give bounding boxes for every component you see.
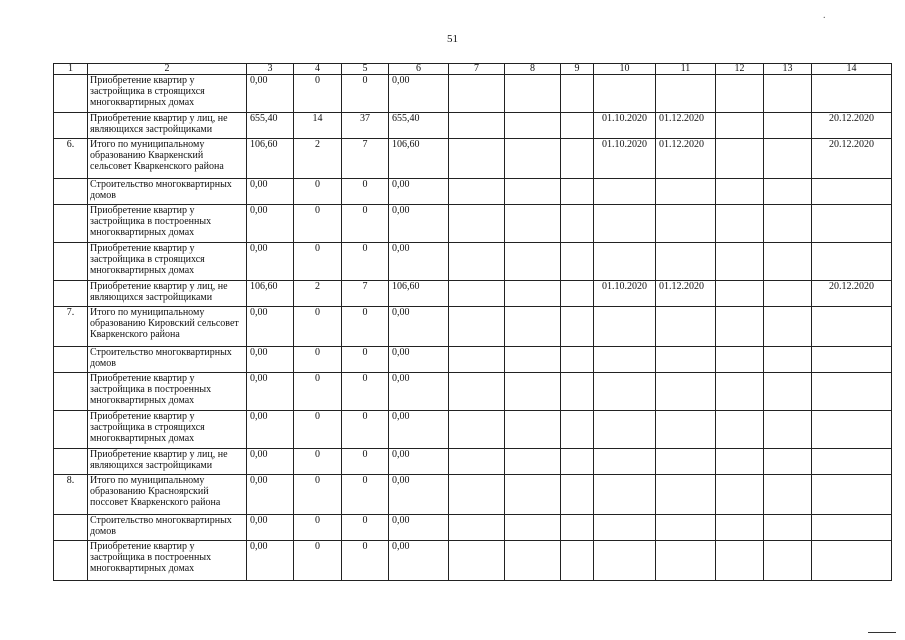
- cell-col10: [594, 243, 656, 281]
- cell-col12: [716, 373, 764, 411]
- cell-col5: 0: [342, 243, 389, 281]
- cell-col14: [812, 541, 892, 581]
- row-name: Строительство многоквартирных домов: [88, 179, 247, 205]
- cell-col11: [656, 475, 716, 515]
- cell-col12: [716, 475, 764, 515]
- cell-col9: [561, 475, 594, 515]
- row-name: Приобретение квартир у застройщика в построенных многоквартирных домах: [88, 205, 247, 243]
- cell-col14: [812, 347, 892, 373]
- cell-col4: 2: [294, 281, 342, 307]
- cell-col11: [656, 515, 716, 541]
- cell-col9: [561, 179, 594, 205]
- cell-col5: 7: [342, 281, 389, 307]
- row-name: Приобретение квартир у лиц, не являющихся застройщиками: [88, 113, 247, 139]
- column-number-8: 8: [505, 64, 561, 75]
- cell-col3: 0,00: [247, 373, 294, 411]
- cell-col12: [716, 307, 764, 347]
- cell-col10: 01.10.2020: [594, 281, 656, 307]
- cell-col14: [812, 449, 892, 475]
- row-number: [54, 347, 88, 373]
- cell-col6: 0,00: [389, 307, 449, 347]
- cell-col4: 0: [294, 75, 342, 113]
- column-number-2: 2: [88, 64, 247, 75]
- cell-col5: 0: [342, 307, 389, 347]
- cell-col13: [764, 411, 812, 449]
- cell-col13: [764, 243, 812, 281]
- cell-col14: 20.12.2020: [812, 113, 892, 139]
- cell-col3: 106,60: [247, 281, 294, 307]
- row-name: Приобретение квартир у лиц, не являющихся застройщиками: [88, 281, 247, 307]
- column-number-12: 12: [716, 64, 764, 75]
- cell-col8: [505, 541, 561, 581]
- cell-col6: 0,00: [389, 243, 449, 281]
- cell-col7: [449, 449, 505, 475]
- cell-col5: 7: [342, 139, 389, 179]
- cell-col11: [656, 449, 716, 475]
- cell-col14: [812, 179, 892, 205]
- row-name: Итого по муниципальному образованию Кваркенский сельсовет Кваркенского района: [88, 139, 247, 179]
- cell-col10: [594, 515, 656, 541]
- footer-line: [868, 632, 896, 633]
- row-number: [54, 449, 88, 475]
- cell-col9: [561, 307, 594, 347]
- cell-col13: [764, 281, 812, 307]
- cell-col4: 0: [294, 541, 342, 581]
- cell-col10: [594, 373, 656, 411]
- row-number: 6.: [54, 139, 88, 179]
- cell-col12: [716, 515, 764, 541]
- row-number: [54, 373, 88, 411]
- table-body: [54, 64, 892, 581]
- cell-col12: [716, 449, 764, 475]
- page-number: 51: [447, 33, 458, 45]
- cell-col8: [505, 347, 561, 373]
- cell-col3: 106,60: [247, 139, 294, 179]
- column-number-row: [54, 64, 892, 75]
- cell-col9: [561, 449, 594, 475]
- cell-col13: [764, 475, 812, 515]
- cell-col5: 0: [342, 475, 389, 515]
- row-name: Приобретение квартир у застройщика в строящихся многоквартирных домах: [88, 75, 247, 113]
- cell-col6: 0,00: [389, 205, 449, 243]
- table-row: [54, 373, 892, 411]
- cell-col10: 01.10.2020: [594, 113, 656, 139]
- row-number: [54, 541, 88, 581]
- table-row: [54, 179, 892, 205]
- cell-col3: 0,00: [247, 307, 294, 347]
- table-row: [54, 113, 892, 139]
- cell-col9: [561, 205, 594, 243]
- cell-col7: [449, 75, 505, 113]
- row-name: Итого по муниципальному образованию Краснoярский поссовет Кваркенского района: [88, 475, 247, 515]
- scan-dot: .: [823, 10, 826, 21]
- cell-col7: [449, 307, 505, 347]
- cell-col12: [716, 205, 764, 243]
- cell-col13: [764, 179, 812, 205]
- table-row: [54, 75, 892, 113]
- cell-col4: 0: [294, 205, 342, 243]
- data-table: [53, 63, 892, 581]
- cell-col9: [561, 515, 594, 541]
- cell-col12: [716, 179, 764, 205]
- cell-col11: [656, 307, 716, 347]
- cell-col11: 01.12.2020: [656, 139, 716, 179]
- cell-col7: [449, 243, 505, 281]
- cell-col9: [561, 139, 594, 179]
- cell-col9: [561, 281, 594, 307]
- cell-col11: [656, 243, 716, 281]
- cell-col12: [716, 411, 764, 449]
- cell-col10: [594, 179, 656, 205]
- row-number: 8.: [54, 475, 88, 515]
- cell-col8: [505, 373, 561, 411]
- cell-col10: [594, 541, 656, 581]
- cell-col8: [505, 75, 561, 113]
- cell-col7: [449, 475, 505, 515]
- row-name: Итого по муниципальному образованию Кировский сельсовет Кваркенского района: [88, 307, 247, 347]
- cell-col6: 0,00: [389, 541, 449, 581]
- cell-col8: [505, 205, 561, 243]
- table-row: [54, 541, 892, 581]
- cell-col11: [656, 205, 716, 243]
- cell-col12: [716, 139, 764, 179]
- cell-col12: [716, 113, 764, 139]
- cell-col3: 0,00: [247, 179, 294, 205]
- cell-col7: [449, 515, 505, 541]
- cell-col3: 0,00: [247, 411, 294, 449]
- row-number: [54, 113, 88, 139]
- cell-col13: [764, 373, 812, 411]
- cell-col7: [449, 139, 505, 179]
- cell-col8: [505, 243, 561, 281]
- table-row: [54, 475, 892, 515]
- cell-col8: [505, 281, 561, 307]
- cell-col7: [449, 411, 505, 449]
- cell-col9: [561, 113, 594, 139]
- cell-col13: [764, 515, 812, 541]
- cell-col6: 0,00: [389, 179, 449, 205]
- cell-col4: 0: [294, 347, 342, 373]
- table-row: [54, 281, 892, 307]
- cell-col5: 0: [342, 205, 389, 243]
- row-number: 7.: [54, 307, 88, 347]
- cell-col5: 0: [342, 373, 389, 411]
- cell-col14: 20.12.2020: [812, 281, 892, 307]
- cell-col6: 0,00: [389, 475, 449, 515]
- row-number: [54, 205, 88, 243]
- cell-col11: [656, 179, 716, 205]
- cell-col6: 0,00: [389, 515, 449, 541]
- cell-col7: [449, 205, 505, 243]
- cell-col5: 0: [342, 411, 389, 449]
- cell-col14: [812, 475, 892, 515]
- cell-col8: [505, 515, 561, 541]
- cell-col10: [594, 475, 656, 515]
- cell-col3: 0,00: [247, 243, 294, 281]
- row-name: Строительство многоквартирных домов: [88, 515, 247, 541]
- cell-col6: 655,40: [389, 113, 449, 139]
- cell-col11: [656, 75, 716, 113]
- cell-col8: [505, 475, 561, 515]
- row-name: Строительство многоквартирных домов: [88, 347, 247, 373]
- cell-col8: [505, 411, 561, 449]
- table-row: [54, 515, 892, 541]
- table-row: [54, 139, 892, 179]
- cell-col11: 01.12.2020: [656, 281, 716, 307]
- cell-col7: [449, 373, 505, 411]
- cell-col5: 0: [342, 515, 389, 541]
- row-name: Приобретение квартир у лиц, не являющихся застройщиками: [88, 449, 247, 475]
- cell-col3: 0,00: [247, 205, 294, 243]
- cell-col9: [561, 373, 594, 411]
- column-number-10: 10: [594, 64, 656, 75]
- row-number: [54, 411, 88, 449]
- cell-col3: 655,40: [247, 113, 294, 139]
- row-name: Приобретение квартир у застройщика в строящихся многоквартирных домах: [88, 411, 247, 449]
- cell-col12: [716, 75, 764, 113]
- cell-col3: 0,00: [247, 515, 294, 541]
- cell-col7: [449, 541, 505, 581]
- row-name: Приобретение квартир у застройщика в построенных многоквартирных домах: [88, 373, 247, 411]
- column-number-11: 11: [656, 64, 716, 75]
- cell-col10: 01.10.2020: [594, 139, 656, 179]
- cell-col8: [505, 449, 561, 475]
- table-row: [54, 347, 892, 373]
- cell-col7: [449, 281, 505, 307]
- cell-col13: [764, 449, 812, 475]
- cell-col12: [716, 281, 764, 307]
- cell-col13: [764, 205, 812, 243]
- cell-col3: 0,00: [247, 347, 294, 373]
- cell-col4: 0: [294, 411, 342, 449]
- cell-col11: [656, 541, 716, 581]
- cell-col4: 14: [294, 113, 342, 139]
- column-number-6: 6: [389, 64, 449, 75]
- cell-col6: 0,00: [389, 411, 449, 449]
- cell-col10: [594, 347, 656, 373]
- cell-col9: [561, 541, 594, 581]
- cell-col5: 37: [342, 113, 389, 139]
- cell-col3: 0,00: [247, 475, 294, 515]
- cell-col10: [594, 449, 656, 475]
- column-number-7: 7: [449, 64, 505, 75]
- cell-col4: 0: [294, 475, 342, 515]
- cell-col7: [449, 347, 505, 373]
- cell-col7: [449, 113, 505, 139]
- cell-col14: [812, 243, 892, 281]
- cell-col4: 0: [294, 449, 342, 475]
- cell-col8: [505, 139, 561, 179]
- row-number: [54, 179, 88, 205]
- cell-col11: 01.12.2020: [656, 113, 716, 139]
- cell-col5: 0: [342, 449, 389, 475]
- cell-col6: 106,60: [389, 281, 449, 307]
- column-number-4: 4: [294, 64, 342, 75]
- cell-col13: [764, 541, 812, 581]
- cell-col6: 106,60: [389, 139, 449, 179]
- cell-col14: 20.12.2020: [812, 139, 892, 179]
- cell-col4: 2: [294, 139, 342, 179]
- cell-col8: [505, 113, 561, 139]
- cell-col9: [561, 243, 594, 281]
- cell-col10: [594, 411, 656, 449]
- row-number: [54, 281, 88, 307]
- cell-col10: [594, 205, 656, 243]
- table-row: [54, 205, 892, 243]
- cell-col4: 0: [294, 307, 342, 347]
- row-name: Приобретение квартир у застройщика в построенных многоквартирных домах: [88, 541, 247, 581]
- cell-col13: [764, 75, 812, 113]
- cell-col13: [764, 139, 812, 179]
- table-row: [54, 307, 892, 347]
- cell-col11: [656, 347, 716, 373]
- column-number-9: 9: [561, 64, 594, 75]
- cell-col4: 0: [294, 373, 342, 411]
- column-number-14: 14: [812, 64, 892, 75]
- cell-col9: [561, 347, 594, 373]
- cell-col3: 0,00: [247, 75, 294, 113]
- table-row: [54, 449, 892, 475]
- row-number: [54, 75, 88, 113]
- table-row: [54, 411, 892, 449]
- cell-col14: [812, 373, 892, 411]
- cell-col12: [716, 347, 764, 373]
- cell-col10: [594, 307, 656, 347]
- cell-col6: 0,00: [389, 373, 449, 411]
- cell-col4: 0: [294, 179, 342, 205]
- cell-col8: [505, 179, 561, 205]
- cell-col6: 0,00: [389, 449, 449, 475]
- cell-col14: [812, 205, 892, 243]
- column-number-5: 5: [342, 64, 389, 75]
- cell-col4: 0: [294, 243, 342, 281]
- cell-col5: 0: [342, 347, 389, 373]
- cell-col14: [812, 411, 892, 449]
- cell-col6: 0,00: [389, 75, 449, 113]
- cell-col10: [594, 75, 656, 113]
- cell-col7: [449, 179, 505, 205]
- cell-col8: [505, 307, 561, 347]
- cell-col14: [812, 515, 892, 541]
- cell-col13: [764, 113, 812, 139]
- cell-col3: 0,00: [247, 541, 294, 581]
- row-name: Приобретение квартир у застройщика в строящихся многоквартирных домах: [88, 243, 247, 281]
- cell-col5: 0: [342, 179, 389, 205]
- cell-col12: [716, 541, 764, 581]
- cell-col6: 0,00: [389, 347, 449, 373]
- cell-col9: [561, 411, 594, 449]
- cell-col4: 0: [294, 515, 342, 541]
- cell-col12: [716, 243, 764, 281]
- cell-col14: [812, 307, 892, 347]
- cell-col5: 0: [342, 541, 389, 581]
- cell-col3: 0,00: [247, 449, 294, 475]
- cell-col9: [561, 75, 594, 113]
- column-number-1: 1: [54, 64, 88, 75]
- cell-col13: [764, 307, 812, 347]
- row-number: [54, 243, 88, 281]
- cell-col14: [812, 75, 892, 113]
- cell-col5: 0: [342, 75, 389, 113]
- cell-col11: [656, 411, 716, 449]
- cell-col13: [764, 347, 812, 373]
- cell-col11: [656, 373, 716, 411]
- table-row: [54, 243, 892, 281]
- column-number-13: 13: [764, 64, 812, 75]
- column-number-3: 3: [247, 64, 294, 75]
- row-number: [54, 515, 88, 541]
